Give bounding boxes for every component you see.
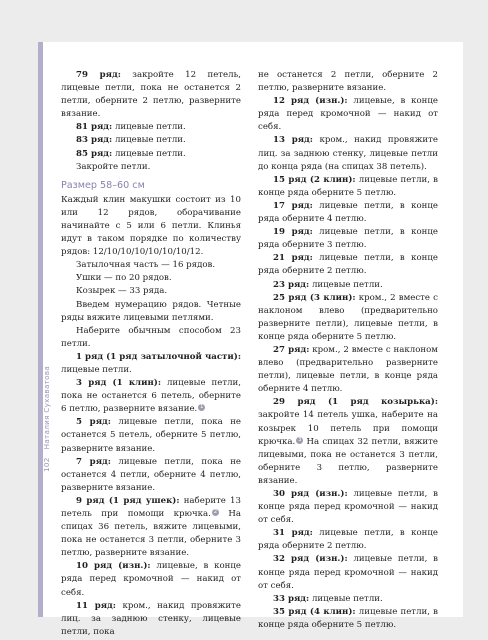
footnote-marker: 3 [298, 436, 302, 443]
row-83: 83 ряд: лицевые петли. [76, 135, 186, 146]
side-running-head [42, 332, 51, 472]
row-79: 79 ряд: закройте 12 петель, лицевые петли, пока не останется 2 петли, оберните 2 петлю, разверните вязание. [61, 70, 241, 120]
close-stitches: Закройте петли. [76, 161, 151, 172]
right-column [258, 69, 438, 632]
cast-on: Наберите обычным способом 23 петли. [61, 325, 241, 349]
row-25: 25 ряд (3 клин): кром., 2 вместе с наклоном влево (предварительно разверните петли), лицевые петли, в конце ряда оберните 5 петлю. [258, 292, 438, 342]
row-19: 19 ряд: лицевые петли, в конце ряда оберните 3 петлю. [258, 227, 438, 251]
numbering-note: Введем нумерацию рядов. Четные ряды вяжите лицевыми петлями. [61, 299, 241, 323]
row-21: 21 ряд: лицевые петли, в конце ряда оберните 2 петлю. [258, 253, 438, 277]
row-85: 85 ряд: лицевые петли. [76, 148, 186, 159]
side-stripe [38, 42, 43, 617]
row-32: 32 ряд (изн.): лицевые петли, в конце ряда перед кромочной — накид от себя. [258, 554, 438, 591]
row-7: 7 ряд: лицевые петли, пока не останется 4 петли, оберните 4 петлю, разверните вязание. [61, 456, 242, 493]
row-15: 15 ряд (2 клин): лицевые петли, в конце ряда оберните 5 петлю. [258, 174, 438, 198]
size-heading: Размер 58–60 см [61, 179, 145, 191]
author-name: Наталия Сухаватова [42, 365, 51, 450]
row-10: 10 ряд (изн.): лицевые, в конце ряда перед кромочной — накид от себя. [61, 561, 241, 598]
row-35: 35 ряд (4 клин): лицевые петли, в конце ряда оберните 5 петлю. [258, 606, 438, 630]
row-3: 3 ряд (1 клин): лицевые петли, пока не останется 6 петель, оберните 6 петлю, разверните вязание. 1 [61, 378, 242, 415]
row-11-continued: не останется 2 петли, оберните 2 петлю, разверните вязание. [258, 70, 438, 94]
row-33: 33 ряд: лицевые петли. [273, 593, 383, 604]
row-1: 1 ряд (1 ряд затылочной части): лицевые петли. [61, 351, 241, 375]
row-17: 17 ряд: лицевые петли, в конце ряда оберните 4 петлю. [258, 200, 438, 225]
row-27: 27 ряд: кром., 2 вместе с наклоном влево (предварительно разверните петли), лицевые петли, в конце ряда оберните 4 петлю. [258, 344, 438, 395]
page-number: 102 [42, 457, 51, 472]
footnote-marker: 2 [213, 509, 218, 515]
row-81: 81 ряд: лицевые петли. [76, 122, 186, 133]
footnote-marker: 1 [200, 404, 204, 411]
row-23: 23 ряд: лицевые петли. [273, 279, 383, 290]
row-29: 29 ряд (1 ряд козырька): закройте 14 петель ушка, наберите на козырек 10 петель при помощи крючка. 3 На спицах 32 петли, вяжите лицевыми, пока не останется 3 петли, оберните 3 петлю, разверните вязание. [258, 397, 438, 486]
row-30: 30 ряд (изн.): лицевые петли, в конце ряда перед кромочной — накид от себя. [258, 489, 438, 526]
visor-rows: Козырек — 33 ряда. [76, 286, 168, 297]
book-page [38, 42, 463, 637]
row-31: 31 ряд: лицевые петли, в конце ряда оберните 2 петлю. [258, 528, 438, 552]
row-12: 12 ряд (изн.): лицевые, в конце ряда перед кромочной — накид от себя. [258, 96, 438, 133]
row-13: 13 ряд: кром., накид провяжите лиц. за заднюю стенку, лицевые петли до конца ряда (на спицах 38 петель). [258, 135, 438, 172]
row-9: 9 ряд (1 ряд ушек): наберите 13 петель при помощи крючка. 2 На спицах 36 петель, вяжите лицевыми, пока не останется 3 петли, оберните 3 петлю, разверните вязание. [61, 495, 241, 559]
ears-rows: Ушки — по 20 рядов. [76, 273, 172, 284]
left-column [61, 69, 241, 639]
row-11: 11 ряд: кром., накид провяжите лиц. за заднюю стенку, лицевые петли, пока [61, 600, 241, 637]
intro-text: Каждый клин макушки состоит из 10 или 12 рядов, оборачивание начинайте с 5 или 6 петли. Клинья идут в таком порядке по количеству рядов: 12/10/10/10/10/10/10/12. [61, 194, 241, 258]
nape-rows: Затылочная часть — 16 рядов. [76, 260, 216, 271]
row-5: 5 ряд: лицевые петли, пока не останется 5 петель, оберните 5 петлю, разверните вязание. [61, 417, 242, 454]
